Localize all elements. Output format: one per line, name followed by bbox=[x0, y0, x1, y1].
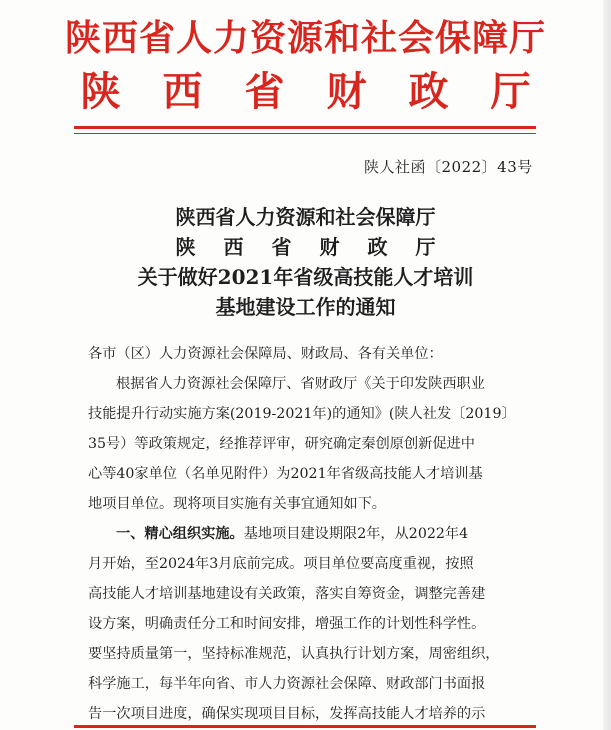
paragraph-line: 技能提升行动实施方案(2019-2021年)的通知》(陕人社发〔2019〕 bbox=[88, 406, 516, 422]
title-char: 省 bbox=[271, 235, 292, 259]
red-rule-bottom bbox=[74, 725, 536, 728]
paragraph-line: 心等40家单位（名单见附件）为2021年省级高技能人才培训基 bbox=[88, 466, 483, 482]
title-line-1: 陕西省人力资源和社会保障厅 bbox=[175, 205, 436, 229]
title-char: 政 bbox=[367, 235, 388, 259]
letterhead-char: 厅 bbox=[490, 68, 531, 115]
paragraph-line: 月开始，至2024年3月底前完成。项目单位要高度重视，按照 bbox=[88, 556, 474, 572]
section-1-first-text: 基地项目建设期限2年，从2022年4 bbox=[243, 526, 469, 542]
title-char: 厅 bbox=[415, 235, 436, 259]
addressee: 各市（区）人力资源社会保障局、财政局、各有关单位： bbox=[88, 346, 443, 362]
paragraph-line: 要坚持质量第一，坚持标准规范，认真执行计划方案，周密组织， bbox=[88, 646, 500, 662]
title-line-3: 关于做好2021年省级高技能人才培训 bbox=[137, 265, 474, 289]
paragraph-line: 告一次项目进度，确保实现项目目标，发挥高技能人才培养的示 bbox=[88, 706, 486, 722]
red-rule-top-thick bbox=[74, 126, 536, 129]
paragraph-line: 35号）等政策规定，经推荐评审，研究确定秦创原创新促进中 bbox=[88, 436, 475, 452]
document-number: 陕人社函〔2022〕43号 bbox=[364, 158, 533, 176]
paragraph-line: 高技能人才培训基地建设有关政策，落实自筹资金，调整完善建 bbox=[88, 586, 486, 602]
title-line-2 bbox=[0, 231, 611, 260]
page-edge-shadow bbox=[603, 0, 611, 730]
title-char: 陕 bbox=[175, 235, 196, 259]
paragraph-line: 科学施工，每半年向省、市人力资源社会保障、财政部门书面报 bbox=[88, 676, 486, 692]
letterhead-line-1: 陕西省人力资源和社会保障厅 bbox=[64, 17, 546, 59]
paragraph-line: 根据省人力资源社会保障厅、省财政厅《关于印发陕西职业 bbox=[116, 376, 485, 392]
letterhead-char: 省 bbox=[244, 68, 285, 115]
red-rule-top-thin bbox=[74, 133, 536, 134]
title-char: 西 bbox=[223, 235, 244, 259]
title-char: 财 bbox=[319, 235, 340, 259]
title-line-4: 基地建设工作的通知 bbox=[215, 295, 396, 319]
paragraph-line: 设方案，明确责任分工和时间安排，增强工作的计划性科学性。 bbox=[88, 616, 486, 632]
letterhead-char: 陕 bbox=[80, 68, 121, 115]
letterhead-char: 政 bbox=[408, 68, 449, 115]
paragraph-line: 地项目单位。现将项目实施有关事宜通知如下。 bbox=[88, 496, 386, 512]
section-1-heading: 一、精心组织实施。 bbox=[116, 526, 244, 542]
letterhead-line-2 bbox=[0, 60, 611, 117]
letterhead-char: 财 bbox=[326, 68, 367, 115]
letterhead-char: 西 bbox=[162, 68, 203, 115]
section-1-first-line bbox=[116, 524, 468, 544]
